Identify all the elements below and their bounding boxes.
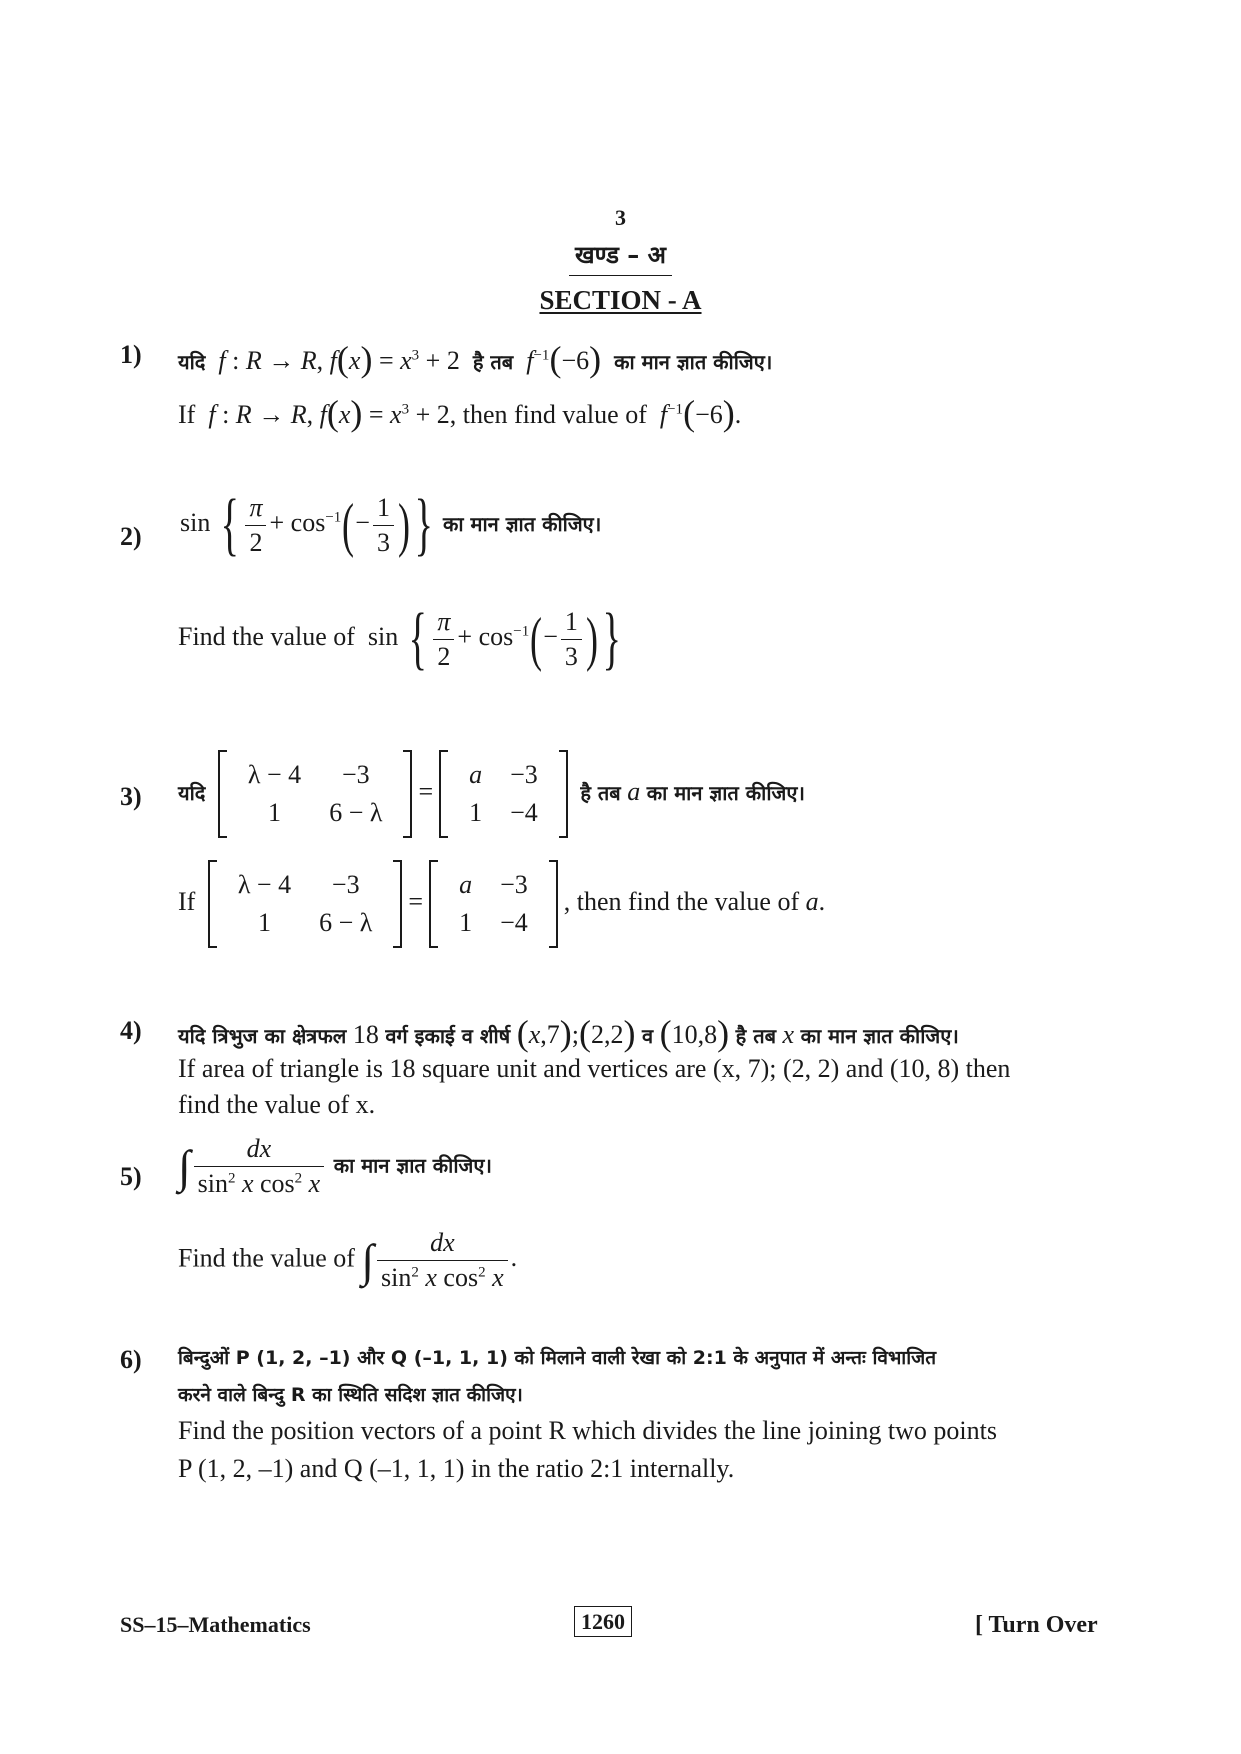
question-number-4: 4) xyxy=(120,1016,142,1045)
matrix-bracket-serif xyxy=(220,836,227,838)
matrix-cell: −3 xyxy=(341,760,370,789)
q1-en-math-2: $f^{-1}(-6)$. xyxy=(659,393,742,433)
matrix-cell: λ − 4 xyxy=(237,870,292,899)
matrix-bracket-serif xyxy=(393,860,400,862)
q1-hi-mid: है तब xyxy=(472,350,514,374)
q3-en-var: a xyxy=(805,886,819,916)
question-4-hindi xyxy=(178,1012,959,1054)
q4-vertex-1: (x,7);(2,2) xyxy=(516,1013,636,1053)
q1-hi-math-2: $f^{-1}(-6)$ xyxy=(526,339,602,379)
matrix-cell: 6 − λ xyxy=(329,798,383,827)
q3-hi-var: a xyxy=(627,776,641,806)
q5-hi-math: ∫ $\frac{dx}{\sin^2 x \cos^2 x}$ xyxy=(178,1149,327,1178)
q4-hi-text-3: व xyxy=(642,1024,654,1048)
matrix-cell: λ − 4 xyxy=(247,760,302,789)
q3-hi-matrix-right xyxy=(439,750,568,838)
question-3-english: If λ − 4 −3 1 6 − λ = a −3 1 −4 , then find the value of a. xyxy=(178,860,825,948)
footer-code-box xyxy=(574,1609,632,1635)
q4-var: x xyxy=(782,1020,795,1049)
q1-hi-suffix: का मान ज्ञात कीजिए। xyxy=(614,350,773,374)
question-6-english-line-2: P (1, 2, –1) and Q (–1, 1, 1) in the ratio 2:1 internally. xyxy=(178,1454,735,1483)
q1-en-math: f : R → R, $f(x) = x^3 + 2$ xyxy=(208,393,450,433)
section-title-hindi-text: खण्ड – अ xyxy=(569,238,672,276)
q4-hi-text-4: है तब xyxy=(735,1024,777,1048)
matrix-bracket-serif xyxy=(559,836,566,838)
q5-hi-suffix: का मान ज्ञात कीजिए। xyxy=(333,1153,492,1178)
matrix-bracket-serif xyxy=(220,750,227,752)
question-6-hindi-line-2: करने वाले बिन्दु R का स्थिति सदिश ज्ञात कीजिए। xyxy=(178,1384,523,1406)
matrix-cell: −3 xyxy=(331,870,360,899)
matrix-bracket-serif xyxy=(441,836,448,838)
page-number: 3 xyxy=(615,205,626,230)
q5-en-math: ∫ $\frac{dx}{\sin^2 x \cos^2 x}$ . xyxy=(361,1228,518,1292)
section-title-english-text: SECTION - A xyxy=(539,285,702,315)
q4-vertex-3: (10,8) xyxy=(659,1013,730,1053)
question-1-english xyxy=(178,392,741,434)
matrix-bracket-serif xyxy=(559,750,566,752)
question-1-hindi xyxy=(178,338,772,380)
q3-en-prefix: If xyxy=(178,886,196,916)
section-title-english xyxy=(0,285,1241,316)
matrix-bracket-serif xyxy=(549,860,556,862)
q1-hi-math: f : R → R, $f(x) = x^3 + 2$ xyxy=(218,339,467,379)
question-2-hindi xyxy=(180,486,602,563)
q3-en-suffix: , then find the value of xyxy=(563,886,800,916)
question-4-english-line-1: If area of triangle is 18 square unit and vertices are (x, 7); (2, 2) and (10, 8) then xyxy=(178,1054,1011,1083)
q2-en-prefix: Find the value of xyxy=(178,621,355,651)
q1-en-prefix: If xyxy=(178,400,196,429)
q3-hi-prefix: यदि xyxy=(178,780,206,805)
matrix-cell: a xyxy=(469,760,483,789)
question-6-english-line-1: Find the position vectors of a point R which divides the line joining two points xyxy=(178,1416,997,1445)
matrix-bracket-serif xyxy=(210,946,217,948)
matrix-bracket-serif xyxy=(210,860,217,862)
matrix-cell: 1 xyxy=(257,908,271,937)
q2-en-math: sin { $\frac{\pi}{2}$ + $\cos^{-1}(-$ $\frac{1}{3}$ )} xyxy=(361,600,621,677)
question-6-hindi-line-1: बिन्दुओं P (1, 2, –1) और Q (–1, 1, 1) को मिलाने वाली रेखा को 2:1 के अनुपात में अन्तः विभाजित xyxy=(178,1347,937,1369)
q5-en-prefix: Find the value of xyxy=(178,1243,355,1273)
q3-hi-suffix: है तब xyxy=(580,780,621,805)
q3-en-matrix-left xyxy=(208,860,403,948)
q3-hi-matrix-left xyxy=(218,750,413,838)
q3-en-matrix-right xyxy=(429,860,558,948)
footer-code: 1260 xyxy=(574,1606,632,1637)
question-number-2: 2) xyxy=(120,522,142,551)
question-5-hindi xyxy=(178,1134,492,1199)
matrix-bracket-serif xyxy=(393,946,400,948)
matrix-cell: −3 xyxy=(500,870,528,899)
section-title-hindi xyxy=(0,238,1241,276)
footer-paper-code: SS–15–Mathematics xyxy=(120,1612,311,1637)
question-number-1: 1) xyxy=(120,340,142,369)
matrix-bracket-serif xyxy=(431,860,438,862)
q1-en-mid: , then find value of xyxy=(449,400,647,429)
q4-hi-text-1: यदि त्रिभुज का क्षेत्रफल xyxy=(178,1024,347,1048)
matrix-cell: −4 xyxy=(510,798,538,827)
q3-hi-suffix-2: का मान ज्ञात कीजिए। xyxy=(646,780,805,805)
matrix-cell: 1 xyxy=(459,908,473,937)
matrix-cell: 1 xyxy=(469,798,483,827)
matrix-bracket-serif xyxy=(403,836,410,838)
question-5-english xyxy=(178,1228,517,1293)
matrix-bracket-serif xyxy=(403,750,410,752)
matrix-cell: a xyxy=(459,870,473,899)
q2-hi-suffix: का मान ज्ञात कीजिए। xyxy=(443,511,602,536)
question-2-english xyxy=(178,600,624,677)
q1-hi-prefix: यदि xyxy=(178,350,206,374)
q4-area: 18 xyxy=(352,1020,379,1049)
matrix-bracket-serif xyxy=(431,946,438,948)
matrix-bracket-serif xyxy=(441,750,448,752)
matrix-cell: 6 − λ xyxy=(319,908,373,937)
question-number-5: 5) xyxy=(120,1162,142,1191)
q4-hi-text-2: वर्ग इकाई व शीर्ष xyxy=(385,1024,511,1048)
footer-turn-over: [ Turn Over xyxy=(975,1612,1098,1638)
question-number-6: 6) xyxy=(120,1345,142,1374)
matrix-bracket-serif xyxy=(549,946,556,948)
matrix-cell: −4 xyxy=(500,908,528,937)
question-3-hindi: यदि λ − 4 −3 1 6 − λ = a −3 1 −4 है तब a का मान ज्ञात कीजिए। xyxy=(178,750,805,838)
question-4-english-line-2: find the value of x. xyxy=(178,1090,376,1119)
matrix-cell: −3 xyxy=(510,760,538,789)
question-number-3: 3) xyxy=(120,782,142,811)
q4-hi-text-5: का मान ज्ञात कीजिए। xyxy=(800,1024,959,1048)
matrix-cell: 1 xyxy=(268,798,282,827)
q2-hi-math: sin { $\frac{\pi}{2}$ + $\cos^{-1}(-$ $\frac{1}{3}$ )} xyxy=(180,486,433,563)
